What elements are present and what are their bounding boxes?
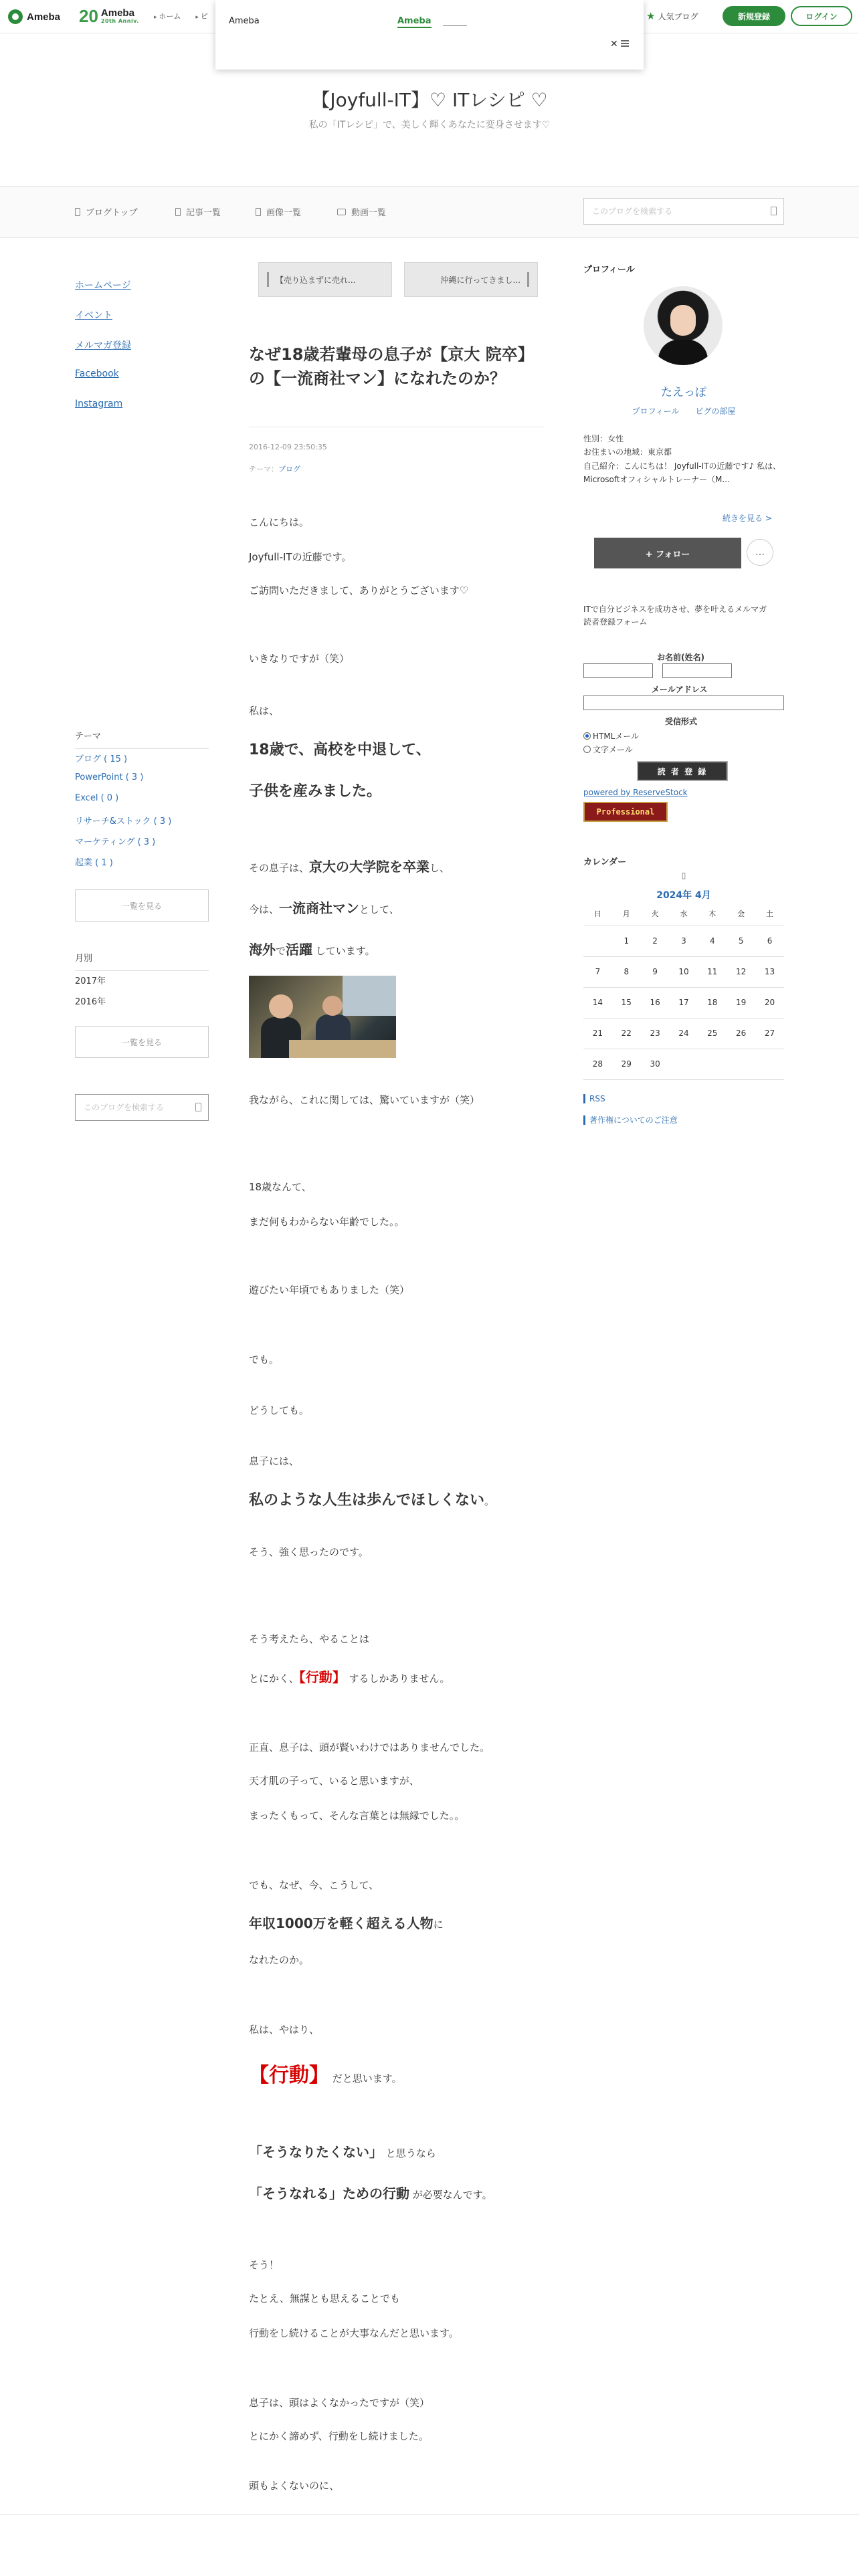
body-line: 私は、 (249, 705, 280, 717)
calendar-day-name: 水 (670, 901, 698, 926)
calendar-table (583, 901, 784, 1080)
calendar-day-name: 火 (641, 901, 670, 926)
ameba-logo[interactable] (8, 8, 60, 25)
body-text: だと思います。 (329, 2072, 402, 2084)
link-event[interactable]: イベント (75, 310, 112, 321)
article-date: 2016-12-09 23:50:35 (249, 443, 327, 451)
last-name-field[interactable] (583, 663, 653, 678)
theme-list-all-button[interactable]: 一覧を見る (75, 889, 209, 922)
calendar-day (755, 1049, 784, 1079)
footer-divider (0, 2514, 859, 2515)
article-title[interactable]: なぜ18歳若輩母の息子が【京大 院卒】の【一流商社マン】になれたのか？ (249, 345, 534, 388)
body-line: こんにちは。 (249, 516, 310, 528)
body-text: し、 (430, 862, 450, 874)
calendar-day: 2 (641, 926, 670, 956)
body-text: に (433, 1919, 444, 1931)
calendar-day: 6 (755, 926, 784, 956)
body-line: どうしても。 (249, 1404, 310, 1416)
photo-background (343, 976, 396, 1016)
theme-item-excel[interactable]: Excel ( 0 ) (75, 793, 119, 803)
profile-links (583, 405, 784, 417)
body-line: 息子は、頭はよくなかったですが（笑） (249, 2397, 430, 2409)
body-line (249, 1913, 444, 1932)
popup-link[interactable]: Ameba (397, 16, 432, 28)
document-icon (175, 208, 181, 216)
body-line: Joyfull-ITの近藤です。 (249, 551, 352, 563)
body-line: 行動をし続けることが大事なんだと思います。 (249, 2327, 459, 2339)
theme-item-blog[interactable]: ブログ ( 15 ) (75, 754, 128, 764)
photo-person-head (269, 994, 293, 1018)
avatar-body (658, 340, 708, 365)
body-line: でも。 (249, 1354, 280, 1366)
reader-form-title: 読者登録フォーム (583, 617, 648, 627)
body-line: なれたのか。 (249, 1954, 310, 1966)
body-text: として、 (359, 903, 399, 916)
link-mailmagazine[interactable]: メルマガ登録 (75, 340, 131, 351)
copyright-label: 著作権についてのご注意 (589, 1115, 678, 1125)
profile-link[interactable]: プロフィール (632, 407, 680, 416)
ameba-logo-text: Ameba (27, 11, 61, 23)
month-heading: 月別 (75, 951, 209, 971)
blog-title[interactable]: 【Joyfull-IT】♡ ITレシピ ♡ (311, 89, 548, 111)
html-mail-option[interactable] (583, 730, 639, 742)
body-emphasis: 「そうなりたくない」 (249, 2144, 383, 2160)
follow-button[interactable]: + フォロー (594, 538, 741, 568)
email-label: メールアドレス (652, 685, 708, 694)
blog-nav-videos-label: 動画一覧 (351, 208, 387, 218)
calendar-day: 13 (755, 956, 784, 987)
professional-badge[interactable]: Professional (583, 802, 668, 822)
global-nav (154, 11, 208, 21)
side-search-box[interactable] (75, 1094, 209, 1121)
calendar-day: 26 (727, 1018, 755, 1049)
radio-icon[interactable] (583, 732, 591, 740)
body-line: 遊びたい年頃でもありました（笑） (249, 1284, 410, 1296)
calendar-day: 16 (641, 987, 670, 1018)
body-line: たとえ、無謀とも思えることでも (249, 2292, 400, 2304)
calendar-day: 8 (612, 956, 641, 987)
powered-by-link[interactable]: powered by ReserveStock (583, 788, 688, 797)
search-icon[interactable] (771, 207, 777, 215)
body-line: ご訪問いただきまして、ありがとうございます♡ (249, 584, 469, 597)
profile-gender: 性別：女性 (583, 434, 624, 443)
body-line: 18歳なんて、 (249, 1181, 312, 1193)
body-line: でも、なぜ、今、こうして、 (249, 1879, 379, 1891)
calendar-day-name: 日 (583, 901, 612, 926)
side-search-input[interactable] (76, 1095, 208, 1120)
prev-article-button[interactable] (258, 262, 392, 297)
profile-name[interactable]: たえっぽ (661, 386, 706, 399)
theme-item-startup[interactable]: 起業 ( 1 ) (75, 858, 113, 868)
anniversary-number: 20 (79, 6, 98, 26)
blog-search-box[interactable] (583, 198, 784, 225)
body-text: その息子は、 (249, 862, 310, 874)
popup-brand: Ameba (229, 16, 260, 26)
calendar-week-row (583, 956, 784, 987)
body-line: まったくもって、そんな言葉とは無縁でした。。 (249, 1810, 465, 1822)
blog-nav-articles-label: 記事一覧 (186, 208, 221, 218)
notice-icon (583, 1115, 585, 1125)
photo-table (289, 1040, 396, 1058)
profile-heading: プロフィール (583, 265, 635, 275)
menu-icon[interactable] (621, 40, 629, 47)
calendar-week-row (583, 1018, 784, 1049)
month-item-2016[interactable]: 2016年 (75, 997, 106, 1007)
article-theme (249, 463, 300, 474)
popular-blog-label: 人気ブログ (658, 12, 698, 21)
anniversary-logo[interactable] (79, 4, 139, 28)
theme-item-marketing[interactable]: マーケティング ( 3 ) (75, 837, 156, 847)
body-line: そう、強く思ったのです。 (249, 1546, 369, 1558)
calendar-day: 30 (641, 1049, 670, 1079)
body-line (249, 897, 399, 917)
body-line (249, 2183, 492, 2202)
popular-blog-link[interactable] (646, 11, 698, 22)
body-line-bold: 18歳で、高校を中退して、 (249, 742, 431, 758)
calendar-day: 17 (670, 987, 698, 1018)
body-emphasis: 海外 (249, 942, 276, 958)
calendar-day: 14 (583, 987, 612, 1018)
blog-nav-top-label: ブログトップ (86, 208, 138, 218)
avatar-face (670, 305, 696, 336)
rss-label: RSS (589, 1094, 605, 1103)
body-line (249, 2058, 402, 2088)
profile-info (583, 432, 784, 487)
copyright-notice-link[interactable] (583, 1114, 678, 1125)
body-text: 。 (484, 1495, 495, 1507)
body-line: 天才肌の子って、いると思いますが、 (249, 1775, 419, 1787)
search-icon[interactable] (195, 1103, 201, 1111)
body-text: とにかく、 (249, 1673, 299, 1685)
body-emphasis: 京大の大学院を卒業 (309, 859, 430, 875)
calendar-day (670, 1049, 698, 1079)
left-link-list (75, 278, 131, 429)
body-line: 我ながら、これに関しては、驚いていますが（笑） (249, 1094, 480, 1106)
chevron-right-icon (527, 272, 529, 287)
calendar-day: 7 (583, 956, 612, 987)
calendar-day: 18 (698, 987, 727, 1018)
body-emphasis: 年収1000万を軽く超える人物 (249, 1915, 434, 1931)
calendar-week-row (583, 1049, 784, 1079)
body-text: で (276, 945, 286, 957)
calendar-day: 15 (612, 987, 641, 1018)
blog-search-input[interactable] (584, 199, 783, 224)
calendar-day: 19 (727, 987, 755, 1018)
prev-article-label: 【売り込まずに売れ... (276, 275, 356, 285)
text-mail-label: 文字メール (593, 745, 633, 754)
link-facebook[interactable]: Facebook (75, 368, 119, 379)
calendar-day-name: 金 (727, 901, 755, 926)
body-line: 正直、息子は、頭が賢いわけではありませんでした。 (249, 1741, 490, 1753)
calendar-day-name: 土 (755, 901, 784, 926)
calendar-heading: カレンダー (583, 857, 627, 867)
theme-item-research[interactable]: リサーチ&ストック ( 3 ) (75, 817, 172, 827)
theme-heading: テーマ (75, 729, 209, 749)
body-line: とにかく諦めず、行動をし続けました。 (249, 2430, 429, 2442)
blog-nav (0, 186, 859, 238)
body-line: 息子には、 (249, 1455, 300, 1467)
video-icon (337, 209, 346, 215)
body-line (249, 1667, 450, 1686)
close-icon[interactable]: ✕ (610, 39, 618, 49)
blog-nav-videos[interactable] (337, 205, 386, 218)
body-line: 頭もよくないのに、 (249, 2480, 340, 2492)
body-text: が必要なんです。 (409, 2189, 492, 2201)
calendar-day (583, 926, 612, 956)
star-icon: ★ (646, 10, 656, 22)
photo-person-head (322, 996, 343, 1016)
calendar-day-name: 月 (612, 901, 641, 926)
more-options-button[interactable]: … (747, 539, 773, 566)
avatar[interactable] (644, 286, 723, 365)
rss-link[interactable] (583, 1094, 605, 1103)
body-text: するしかありません。 (345, 1673, 450, 1685)
calendar-day: 11 (698, 956, 727, 987)
calendar-day-name: 木 (698, 901, 727, 926)
calendar-day: 20 (755, 987, 784, 1018)
theme-item-powerpoint[interactable]: PowerPoint ( 3 ) (75, 772, 144, 782)
document-icon (75, 208, 80, 216)
body-line (249, 856, 450, 875)
link-homepage[interactable]: ホームページ (75, 280, 131, 291)
body-text: 今は、 (249, 903, 280, 916)
html-mail-label: HTMLメール (593, 732, 640, 741)
calendar-day: 12 (727, 956, 755, 987)
calendar-day: 28 (583, 1049, 612, 1079)
text-mail-option[interactable] (583, 744, 633, 755)
anniversary-sub: 20th Anniv. (100, 17, 139, 24)
body-line (249, 2141, 436, 2161)
subscribe-button[interactable]: 読 者 登 録 (637, 761, 728, 781)
profile-area: お住まいの地域：東京都 (583, 447, 672, 457)
calendar-day: 3 (670, 926, 698, 956)
reader-promo-text: ITで自分ビジネスを成功させ、夢を叶えるメルマガ (583, 605, 767, 614)
chevron-left-icon (267, 272, 269, 287)
calendar-day: 25 (698, 1018, 727, 1049)
calendar-day: 21 (583, 1018, 612, 1049)
link-instagram[interactable]: Instagram (75, 399, 123, 409)
calendar-day: 10 (670, 956, 698, 987)
anniversary-brand: Ameba (100, 7, 134, 19)
image-icon (256, 208, 261, 216)
calendar-day (727, 1049, 755, 1079)
calendar-day: 5 (727, 926, 755, 956)
calendar-day: 22 (612, 1018, 641, 1049)
anniversary-text (101, 8, 139, 24)
next-article-label: 沖縄に行ってきまし... (440, 275, 520, 285)
body-text: と思うなら (383, 2147, 436, 2159)
month-list-all-button[interactable]: 一覧を見る (75, 1026, 209, 1058)
rss-icon (583, 1094, 585, 1103)
calendar-week-row (583, 987, 784, 1018)
email-field[interactable] (583, 695, 784, 710)
theme-list (75, 752, 171, 876)
body-emphasis-red: 【行動】 (249, 2064, 329, 2087)
global-nav-pigg[interactable]: ▸ ピ (195, 11, 207, 21)
month-item-2017[interactable]: 2017年 (75, 976, 106, 986)
blog-description: 私の「ITレシピ」で、美しく輝くあなたに変身させます♡ (308, 120, 551, 130)
month-list (75, 974, 106, 1015)
body-emphasis-red: 【行動】 (298, 1669, 346, 1685)
next-article-button[interactable] (404, 262, 538, 297)
popup-input-line[interactable] (443, 25, 467, 26)
calendar-week-row (583, 926, 784, 956)
article-theme-link[interactable]: ブログ (278, 465, 300, 473)
ameba-logo-icon (8, 9, 23, 24)
format-label: 受信形式 (665, 717, 698, 726)
blog-nav-articles[interactable] (175, 205, 221, 218)
body-emphasis: 私のような人生は歩んでほしくない (249, 1492, 485, 1509)
body-line: そう！ (249, 2259, 280, 2271)
calendar-day: 27 (755, 1018, 784, 1049)
body-emphasis: 「そうなれる」ための行動 (249, 2185, 409, 2202)
login-button[interactable]: ログイン (791, 6, 852, 26)
radio-icon[interactable] (583, 746, 591, 753)
header-popup (215, 0, 644, 70)
body-line (249, 1489, 494, 1509)
article-theme-label: テーマ： (249, 465, 278, 473)
first-name-field[interactable] (662, 663, 732, 678)
pigg-room-link[interactable]: ピグの部屋 (695, 407, 736, 416)
calendar-day: 29 (612, 1049, 641, 1079)
calendar-day: 1 (612, 926, 641, 956)
body-line: まだ何もわからない年齢でした。。 (249, 1216, 405, 1228)
body-emphasis: 活躍 (286, 942, 313, 958)
profile-intro: 自己紹介：こんにちは！ Joyfull-ITの近藤です♪ 私は、Microsoftオフィシャルトレーナー（M... (583, 461, 781, 485)
name-label: お名前(姓名) (657, 653, 704, 662)
calendar-month[interactable]: 2024年 4月 (656, 890, 711, 901)
body-line: そう考えたら、やることは (249, 1633, 370, 1645)
calendar-header-row (583, 901, 784, 926)
global-nav-home[interactable]: ▸ ホーム (154, 11, 181, 21)
calendar-day: 23 (641, 1018, 670, 1049)
reader-promo (583, 603, 784, 629)
body-line (249, 939, 375, 958)
register-button[interactable]: 新規登録 (723, 6, 785, 26)
calendar-day: 9 (641, 956, 670, 987)
calendar-day (698, 1049, 727, 1079)
calendar-nav-icon[interactable]: ▯ (681, 871, 686, 880)
blog-nav-images-label: 画像一覧 (266, 208, 302, 218)
blog-nav-images[interactable] (256, 205, 301, 218)
body-line-bold: 子供を産みました。 (249, 783, 382, 800)
calendar-day: 4 (698, 926, 727, 956)
article-photo[interactable] (249, 976, 396, 1058)
calendar-day: 24 (670, 1018, 698, 1049)
profile-more-link[interactable]: 続きを見る > (723, 514, 772, 523)
body-text: しています。 (312, 945, 375, 957)
blog-nav-top[interactable] (75, 205, 138, 218)
body-line: いきなりですが（笑） (249, 653, 350, 665)
body-emphasis: 一流商社マン (279, 900, 360, 916)
body-line: 私は、やはり、 (249, 2024, 320, 2036)
